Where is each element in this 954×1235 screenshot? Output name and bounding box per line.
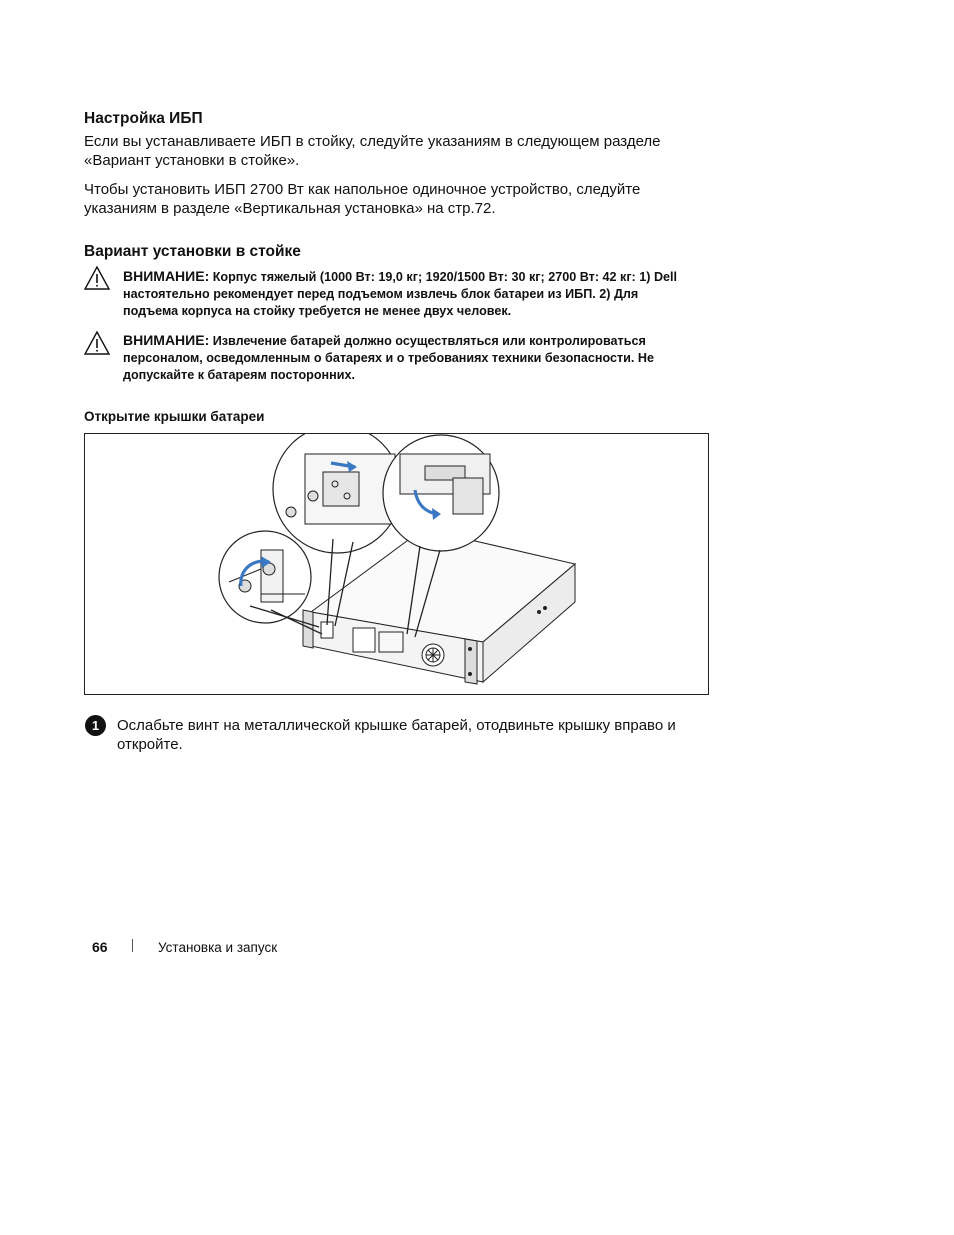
warning-text-1 — [123, 268, 677, 320]
opened-cover — [453, 478, 483, 514]
warning-text-2 — [123, 332, 654, 384]
rack-ear-right — [465, 639, 477, 684]
warning-notice-1 — [84, 266, 110, 295]
warning-line: подъема корпуса на стойку требуется не менее двух человек. — [123, 304, 512, 318]
warning-line: допускайте к батареям посторонних. — [123, 368, 356, 382]
battery-cover-plate — [323, 472, 359, 506]
step-line: Ослабьте винт на металлической крышке батарей, отодвиньте крышку вправо и — [117, 717, 676, 734]
display-window — [353, 628, 375, 652]
warning-line: настоятельно рекомендует перед подъемом извлечь блок батареи из ИБП. 2) Для — [123, 287, 639, 301]
step-number-badge: 1 — [85, 715, 106, 736]
warning-line: Корпус тяжелый (1000 Вт: 19,0 кг; 1920/1500 Вт: 30 кг; 2700 Вт: 42 кг: 1) Dell — [209, 270, 678, 284]
page-number: 66 — [92, 939, 108, 955]
step-line: откройте. — [117, 736, 183, 753]
figure-caption: Открытие крышки батареи — [84, 409, 265, 424]
warning-label: ВНИМАНИЕ: — [123, 332, 210, 348]
warning-notice-2 — [84, 331, 110, 360]
warning-line: персоналом, осведомленным о батареях и о требованиях техники безопасности. Не — [123, 351, 655, 365]
warning-label: ВНИМАНИЕ: — [123, 268, 210, 284]
footer-chapter-title: Установка и запуск — [158, 940, 278, 955]
section-heading-rack-mount: Вариант установки в стойке — [84, 243, 301, 260]
warning-line: Извлечение батарей должно осуществляться или контролироваться — [209, 334, 646, 348]
battery-cover-illustration — [84, 433, 709, 695]
ups-battery-cover-diagram — [85, 434, 708, 694]
paragraph-line: Если вы устанавливаете ИБП в стойку, следуйте указаниям в следующем разделе — [84, 133, 661, 150]
paragraph-rack-mount-intro — [84, 132, 661, 170]
step-instruction — [117, 716, 676, 754]
footer-divider — [132, 939, 133, 952]
paragraph-line: Чтобы установить ИБП 2700 Вт как напольное одиночное устройство, следуйте — [84, 181, 641, 198]
paragraph-line: указаниям в разделе «Вертикальная установка» на стр.72. — [84, 200, 496, 217]
paragraph-line: «Вариант установки в стойке». — [84, 152, 300, 169]
paragraph-tower-mount-intro — [84, 180, 640, 218]
connector-block — [379, 632, 403, 652]
warning-triangle-icon — [84, 331, 110, 355]
section-heading-ups-setup: Настройка ИБП — [84, 110, 203, 127]
warning-triangle-icon — [84, 266, 110, 290]
